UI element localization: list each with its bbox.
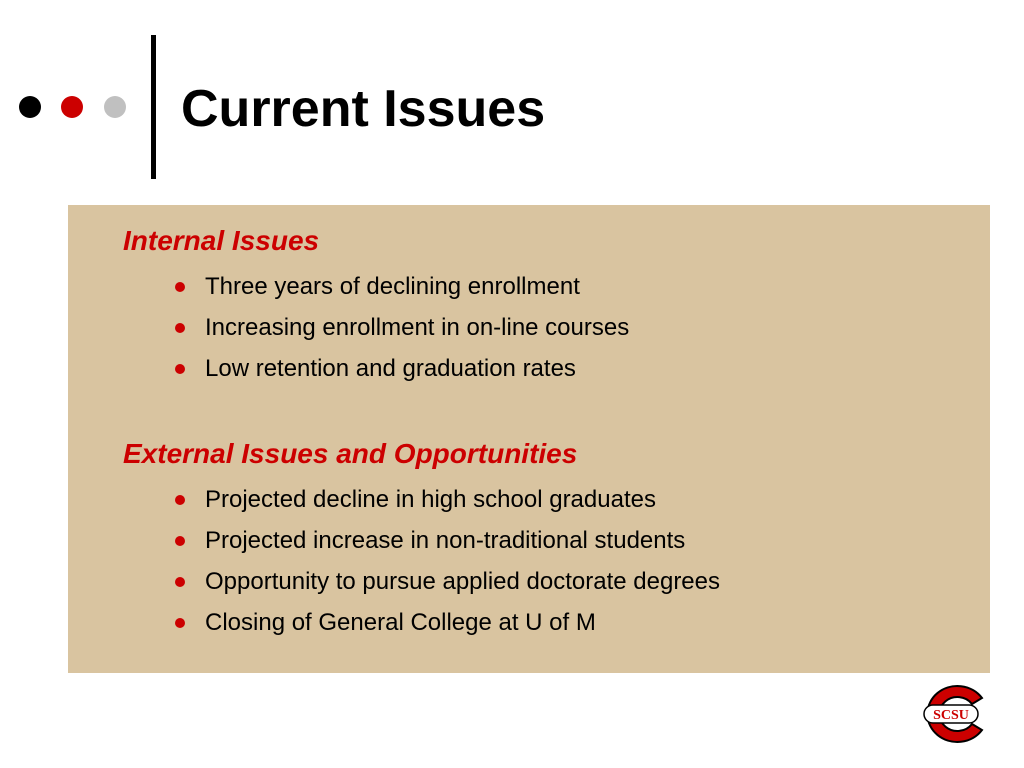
list-item	[123, 479, 720, 520]
title-divider	[151, 35, 156, 179]
decorative-dot-black	[19, 96, 41, 118]
list-item	[123, 561, 720, 602]
logo-letters: SCSU	[933, 708, 969, 723]
list-item	[123, 520, 720, 561]
external-issues-list	[123, 479, 720, 643]
internal-issues-list	[123, 266, 629, 389]
list-item-text: Projected decline in high school graduates	[205, 486, 656, 513]
internal-issues-section	[123, 223, 629, 389]
bullet-icon	[175, 495, 185, 505]
external-issues-section	[123, 436, 720, 643]
bullet-icon	[175, 323, 185, 333]
list-item-text: Low retention and graduation rates	[205, 355, 576, 382]
content-panel	[68, 205, 990, 673]
list-item-text: Closing of General College at U of M	[205, 609, 596, 636]
list-item-text: Increasing enrollment in on-line courses	[205, 314, 630, 341]
bullet-icon	[175, 618, 185, 628]
scsu-logo-icon	[910, 684, 996, 744]
bullet-icon	[175, 364, 185, 374]
list-item	[123, 348, 629, 389]
list-item	[123, 307, 629, 348]
bullet-icon	[175, 282, 185, 292]
bullet-icon	[175, 536, 185, 546]
decorative-dot-gray	[104, 96, 126, 118]
section-heading-external: External Issues and Opportunities	[123, 438, 578, 469]
list-item-text: Opportunity to pursue applied doctorate degrees	[205, 568, 721, 595]
decorative-dot-red	[61, 96, 83, 118]
list-item-text: Projected increase in non-traditional students	[205, 527, 686, 554]
list-item	[123, 266, 629, 307]
section-heading-internal: Internal Issues	[123, 225, 320, 256]
page-title: Current Issues	[181, 80, 546, 138]
list-item	[123, 602, 720, 643]
bullet-icon	[175, 577, 185, 587]
list-item-text: Three years of declining enrollment	[205, 273, 580, 300]
